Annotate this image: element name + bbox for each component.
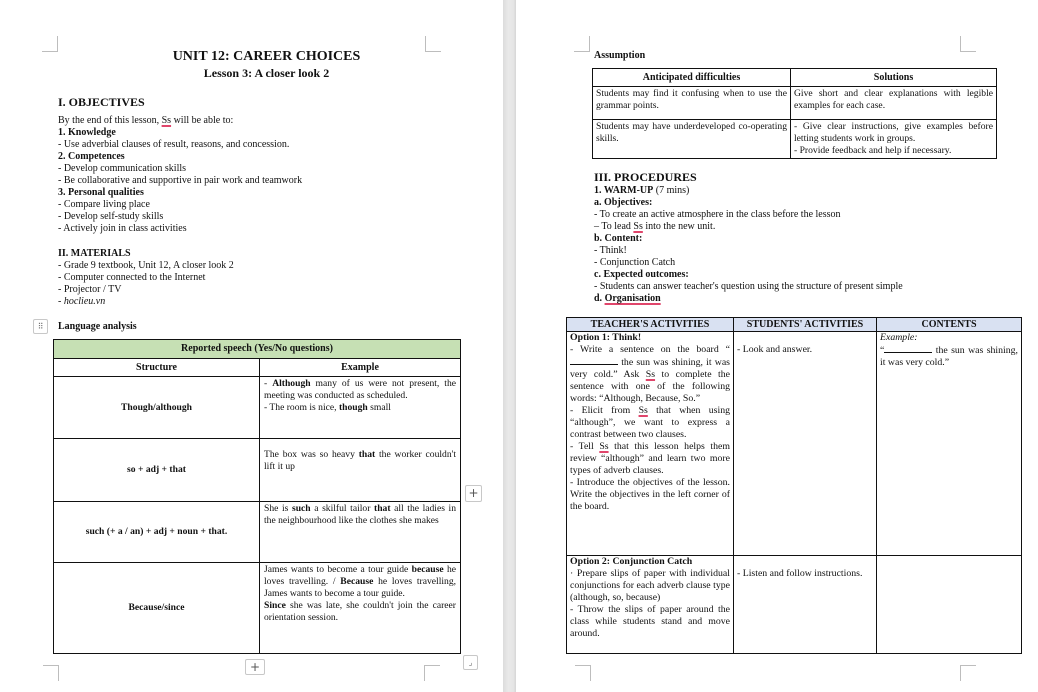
intro-text: By the end of this lesson, xyxy=(58,115,162,126)
objectives-section xyxy=(58,95,302,235)
table-title-cell: Reported speech (Yes/No questions) xyxy=(54,340,461,359)
table-row xyxy=(54,563,461,654)
margin-corner-bottom-left xyxy=(43,665,59,681)
spellcheck-word[interactable]: Ss xyxy=(633,221,643,232)
column-header-structure: Structure xyxy=(54,359,260,377)
table-row xyxy=(593,87,997,120)
text: that when using “although”, we want to express a contrast between two clauses. xyxy=(570,405,730,440)
add-row-button[interactable]: + xyxy=(245,659,265,675)
contents-cell xyxy=(877,332,1022,556)
qualities-heading: 3. Personal qualities xyxy=(58,187,144,198)
text: “ xyxy=(880,345,885,356)
label-prefix: d. xyxy=(594,293,605,304)
hoclieu-link[interactable]: hoclieu.vn xyxy=(63,296,106,307)
objectives-heading: I. OBJECTIVES xyxy=(58,95,145,109)
knowledge-heading: 1. Knowledge xyxy=(58,127,116,138)
bold-keyword: though xyxy=(338,402,368,413)
table-resize-handle-icon[interactable]: ⌟ xyxy=(463,655,478,670)
bullet: - xyxy=(58,296,64,307)
quality-item: - Actively join in class activities xyxy=(58,223,187,234)
margin-corner-bottom-right xyxy=(424,665,440,681)
outcome-item: - Students can answer teacher's question using the structure of present simple xyxy=(594,281,903,292)
column-header-solutions: Solutions xyxy=(791,69,997,87)
teacher-step xyxy=(570,344,730,405)
example-cell xyxy=(260,439,461,502)
material-item: - Grade 9 textbook, Unit 12, A closer look 2 xyxy=(58,260,234,271)
competences-heading: 2. Competences xyxy=(58,151,125,162)
competence-item: - Develop communication skills xyxy=(58,163,187,174)
lesson-subtitle: Lesson 3: A closer look 2 xyxy=(203,66,330,80)
student-activity-cell: - Look and answer. xyxy=(734,332,877,556)
teacher-activity-cell xyxy=(567,556,734,654)
example-text: small xyxy=(367,402,391,413)
warmup-heading: 1. WARM-UP xyxy=(594,185,654,196)
language-analysis-table xyxy=(53,339,461,654)
structure-cell: Because/since xyxy=(54,563,260,654)
assumption-heading: Assumption xyxy=(594,50,646,61)
materials-heading: II. MATERIALS xyxy=(58,248,131,259)
text: into the new unit. xyxy=(642,221,716,232)
teacher-step: - Introduce the objectives of the lesson. Write the objectives in the left corner of the board. xyxy=(570,477,730,512)
example-text: the worker couldn't lift it up xyxy=(264,449,457,472)
column-header-difficulties: Anticipated difficulties xyxy=(593,69,791,87)
table-row-option-2 xyxy=(567,556,1022,654)
solution-cell: Give short and clear explanations with legible examples for each case. xyxy=(791,87,997,120)
example-text: she was late, she couldn't join the career orientation session. xyxy=(264,600,457,623)
text: - Tell xyxy=(570,441,600,452)
organisation-line xyxy=(594,293,903,305)
materials-section xyxy=(58,248,234,308)
blank-line xyxy=(570,356,618,365)
example-text: all the ladies in the neighbourhood like the clothes she makes xyxy=(264,503,457,526)
table-row xyxy=(54,502,461,563)
option-title: Option 1: Think! xyxy=(570,332,642,343)
text: to complete the sentence with one of the following words: “Although, Because, So.” xyxy=(570,369,730,404)
bold-keyword: because xyxy=(411,564,444,575)
objective-item: - To create an active atmosphere in the class before the lesson xyxy=(594,209,841,220)
content-item: - Conjunction Catch xyxy=(594,257,676,268)
warmup-line xyxy=(594,185,903,197)
contents-cell xyxy=(877,556,1022,654)
document-page-left xyxy=(0,0,503,692)
text: - Elicit from xyxy=(570,405,639,416)
spellcheck-word[interactable]: Ss xyxy=(638,405,648,416)
spellcheck-word[interactable]: Ss xyxy=(599,441,609,452)
text: – To lead xyxy=(594,221,634,232)
table-row xyxy=(593,120,997,159)
bold-keyword: that xyxy=(374,503,391,514)
table-row xyxy=(54,439,461,502)
knowledge-item: - Use adverbial clauses of result, reasons, and concession. xyxy=(58,139,290,150)
bold-keyword: Because xyxy=(340,576,374,587)
add-column-button[interactable]: + xyxy=(465,485,482,502)
structure-cell: so + adj + that xyxy=(54,439,260,502)
example-text xyxy=(880,344,1018,369)
bold-keyword: Although xyxy=(272,378,311,389)
example-text: he loves travelling, James wants to become a tour guide. xyxy=(264,576,457,599)
margin-corner-top-right xyxy=(960,36,976,52)
content-item: - Think! xyxy=(594,245,627,256)
table-row-option-1 xyxy=(567,332,1022,556)
procedures-section xyxy=(594,170,903,305)
structure-cell: Though/although xyxy=(54,377,260,439)
document-page-right xyxy=(516,0,1038,692)
assumption-table xyxy=(592,68,997,159)
solution-line: - Give clear instructions, give examples before letting students work in groups. xyxy=(794,121,993,144)
column-header-students: STUDENTS' ACTIVITIES xyxy=(734,318,877,332)
option-title: Option 2: Conjunction Catch xyxy=(570,556,693,567)
activities-table xyxy=(566,317,1022,654)
quality-item: - Compare living place xyxy=(58,199,150,210)
objective-item xyxy=(594,221,903,233)
example-text: many of us were not present, the meeting was conducted as scheduled. xyxy=(264,378,457,401)
page-separator xyxy=(503,0,516,692)
structure-cell: such (+ a / an) + adj + noun + that. xyxy=(54,502,260,563)
teacher-step xyxy=(570,441,730,477)
spellcheck-word[interactable]: Ss xyxy=(645,369,656,380)
language-analysis-heading: Language analysis xyxy=(58,321,137,332)
text: the sun was shining, it was very cold.” Ask xyxy=(570,357,730,380)
objectives-label: a. Objectives: xyxy=(594,197,653,208)
solution-line: - Provide feedback and help if necessary. xyxy=(794,145,952,156)
intro-text-end: will be able to: xyxy=(171,115,234,126)
document-title-block xyxy=(0,49,503,81)
spellcheck-word[interactable]: Ss xyxy=(161,115,172,126)
material-item xyxy=(58,296,234,308)
example-cell xyxy=(260,502,461,563)
example-text: he loves travelling. / xyxy=(264,564,457,587)
objectives-intro xyxy=(58,115,302,127)
table-row xyxy=(54,377,461,439)
spellcheck-word[interactable]: Organisation xyxy=(604,293,661,304)
bullet: - xyxy=(264,378,273,389)
text: the sun was shining, it was very cold.” xyxy=(880,345,1018,368)
difficulty-cell: Students may find it confusing when to use the grammar points. xyxy=(593,87,791,120)
margin-corner-bottom-right xyxy=(960,665,976,681)
bold-keyword: such xyxy=(291,503,311,514)
column-header-teacher: TEACHER'S ACTIVITIES xyxy=(567,318,734,332)
quality-item: - Develop self-study skills xyxy=(58,211,164,222)
material-item: - Projector / TV xyxy=(58,284,122,295)
material-item: - Computer connected to the Internet xyxy=(58,272,206,283)
text: - Write a sentence on the board “ xyxy=(570,344,730,355)
column-header-contents: CONTENTS xyxy=(877,318,1022,332)
example-label: Example: xyxy=(880,332,918,343)
teacher-step xyxy=(570,405,730,441)
warmup-duration: (7 mins) xyxy=(653,185,690,196)
example-text: She is xyxy=(264,503,292,514)
example-cell xyxy=(260,377,461,439)
example-text: James wants to become a tour guide xyxy=(264,564,412,575)
margin-corner-bottom-left xyxy=(575,665,591,681)
example-cell xyxy=(260,563,461,654)
unit-title: UNIT 12: CAREER CHOICES xyxy=(172,49,361,64)
margin-corner-top-left xyxy=(574,36,590,52)
teacher-step: · Prepare slips of paper with individual conjunctions for each adverb clause type (although, so, because) xyxy=(570,568,730,603)
difficulty-cell: Students may have underdeveloped co-operating skills. xyxy=(593,120,791,159)
example-text: a skilful tailor xyxy=(310,503,374,514)
blank-line xyxy=(884,344,932,353)
example-text: The box was so heavy xyxy=(264,449,359,460)
bold-keyword: that xyxy=(358,449,376,460)
solution-cell xyxy=(791,120,997,159)
example-text: - The room is nice, xyxy=(264,402,339,413)
student-activity-cell: - Listen and follow instructions. xyxy=(734,556,877,654)
outcomes-label: c. Expected outcomes: xyxy=(594,269,689,280)
teacher-step: - Throw the slips of paper around the class while students stand and move around. xyxy=(570,604,730,639)
column-header-example: Example xyxy=(260,359,461,377)
content-label: b. Content: xyxy=(594,233,643,244)
competence-item: - Be collaborative and supportive in pair work and teamwork xyxy=(58,175,303,186)
text: that this lesson helps them review “although” and learn two more types of adverb clauses. xyxy=(570,441,730,476)
procedures-heading: III. PROCEDURES xyxy=(594,170,697,184)
bold-keyword: Since xyxy=(264,600,286,611)
teacher-activity-cell xyxy=(567,332,734,556)
table-move-handle-icon[interactable]: ⠿ xyxy=(33,319,48,334)
